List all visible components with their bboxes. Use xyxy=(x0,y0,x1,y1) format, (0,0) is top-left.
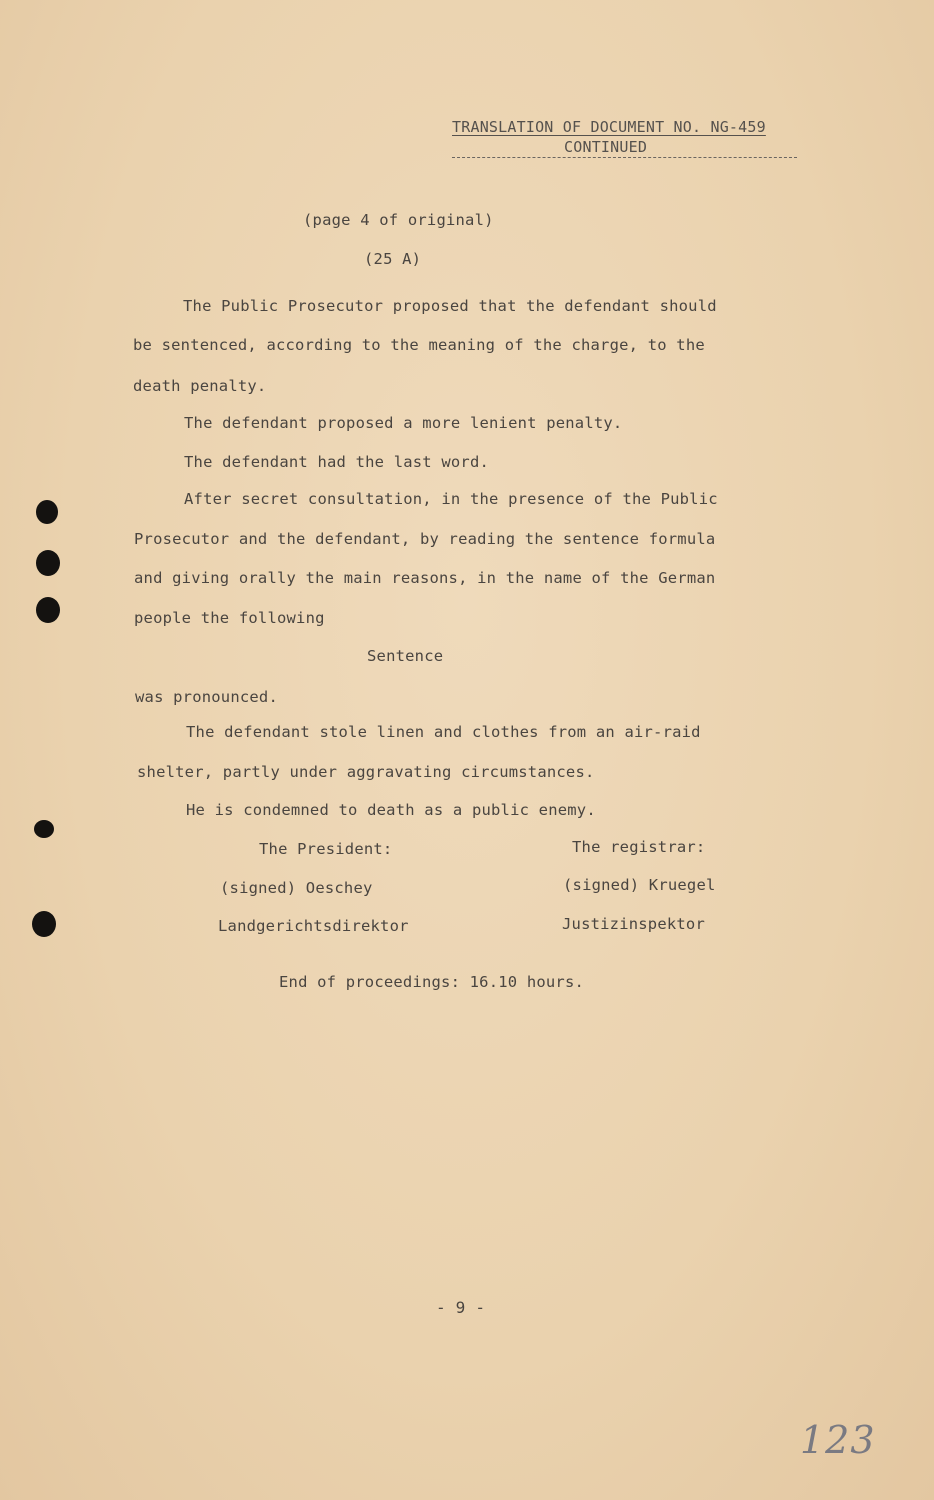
header-continued: CONTINUED xyxy=(564,138,648,156)
handwritten-page-number: 123 xyxy=(800,1418,876,1462)
registrar-rank: Justizinspektor xyxy=(562,915,705,933)
paragraph-line: The defendant stole linen and clothes from an air-raid xyxy=(186,723,701,741)
paragraph-line: The Public Prosecutor proposed that the defendant should xyxy=(183,297,717,315)
registrar-signature: (signed) Kruegel xyxy=(563,876,716,894)
president-signature: (signed) Oeschey xyxy=(220,879,373,897)
paragraph-line: shelter, partly under aggravating circumstances. xyxy=(137,763,595,781)
registrar-title: The registrar: xyxy=(572,838,706,856)
binder-hole xyxy=(36,550,60,576)
paragraph-line: people the following xyxy=(134,609,325,627)
header-rule xyxy=(452,157,797,158)
paragraph-line: He is condemned to death as a public enemy. xyxy=(186,801,596,819)
folio-reference: (25 A) xyxy=(364,250,422,268)
paragraph-line: The defendant proposed a more lenient penalty. xyxy=(184,414,623,432)
document-header xyxy=(452,118,797,156)
binder-hole xyxy=(32,911,56,937)
end-of-proceedings: End of proceedings: 16.10 hours. xyxy=(279,973,585,991)
paragraph-line: The defendant had the last word. xyxy=(184,453,490,471)
president-rank: Landgerichtsdirektor xyxy=(218,917,409,935)
paragraph-line: was pronounced. xyxy=(135,688,278,706)
page-reference: (page 4 of original) xyxy=(303,211,494,229)
header-title: TRANSLATION OF DOCUMENT NO. NG-459 xyxy=(452,118,766,136)
binder-hole xyxy=(36,597,60,623)
binder-hole xyxy=(34,820,54,838)
binder-hole xyxy=(36,500,58,524)
president-title: The President: xyxy=(259,840,393,858)
paragraph-line: death penalty. xyxy=(133,377,267,395)
paragraph-line: After secret consultation, in the presence of the Public xyxy=(184,490,718,508)
paragraph-line: be sentenced, according to the meaning of the charge, to the xyxy=(133,336,705,354)
sentence-heading: Sentence xyxy=(367,647,444,665)
page-number: - 9 - xyxy=(436,1298,486,1317)
paragraph-line: and giving orally the main reasons, in the name of the German xyxy=(134,569,716,587)
paragraph-line: Prosecutor and the defendant, by reading the sentence formula xyxy=(134,530,716,548)
